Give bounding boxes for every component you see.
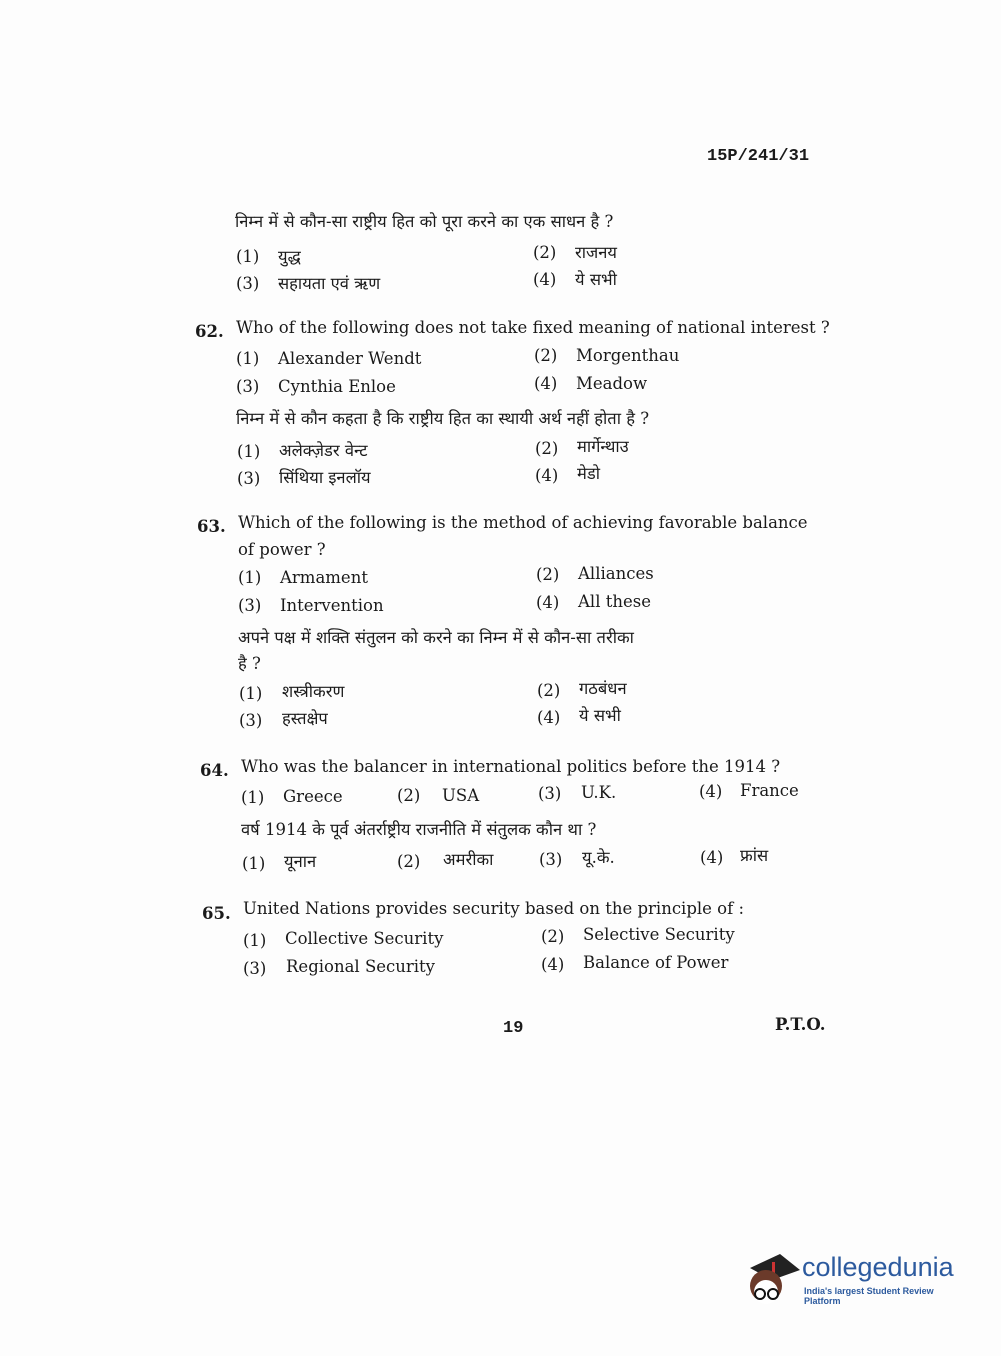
- option-label: (3): [236, 274, 260, 293]
- q63-hi-option-2: गठबंधन: [579, 679, 627, 698]
- paper-code: 15P/241/31: [707, 147, 810, 166]
- option-label: (1): [236, 349, 260, 368]
- option-label: (3): [236, 377, 260, 396]
- question-number: 63.: [197, 517, 226, 536]
- option-label: (3): [538, 784, 562, 803]
- option-label: (2): [541, 927, 565, 946]
- question-number: 64.: [200, 761, 229, 780]
- q61-hi-option-3: सहायता एवं ऋण: [278, 274, 381, 293]
- option-label: (4): [535, 466, 559, 485]
- brand-tagline: India's largest Student Review Platform: [804, 1286, 934, 1306]
- q62-hindi-text: निम्न में से कौन कहता है कि राष्ट्रीय हित का स्थायी अर्थ नहीं होता है ?: [236, 409, 650, 428]
- option-label: (4): [533, 270, 557, 289]
- collegedunia-watermark: [742, 1250, 972, 1312]
- question-number: 65.: [202, 904, 231, 923]
- q62-option-3: Cynthia Enloe: [278, 377, 396, 396]
- option-label: (1): [242, 854, 266, 873]
- option-label: (1): [236, 247, 260, 266]
- q64-option-2: USA: [442, 786, 480, 805]
- q63-text-line1: Which of the following is the method of achieving favorable balance: [238, 513, 808, 532]
- option-label: (3): [243, 959, 267, 978]
- q63-hi-option-3: हस्तक्षेप: [282, 709, 328, 728]
- mascot-logo-icon: [742, 1250, 800, 1312]
- option-label: (2): [534, 346, 558, 365]
- q61-hi-option-4: ये सभी: [575, 270, 617, 289]
- q64-hi-option-3: यू.के.: [582, 848, 615, 867]
- q65-text: United Nations provides security based on the principle of :: [243, 899, 745, 918]
- q63-hindi-line2: है ?: [238, 654, 261, 673]
- option-label: (3): [539, 850, 563, 869]
- q65-option-1: Collective Security: [285, 929, 444, 948]
- q63-hi-option-1: शस्त्रीकरण: [282, 682, 345, 701]
- q63-option-2: Alliances: [578, 564, 654, 583]
- q61-hi-option-1: युद्ध: [278, 247, 301, 266]
- page-number: 19: [503, 1019, 524, 1038]
- option-label: (4): [536, 593, 560, 612]
- q62-hi-option-3: सिंथिया इनलॉय: [279, 468, 371, 487]
- option-label: (1): [243, 931, 267, 950]
- q65-option-2: Selective Security: [583, 925, 735, 944]
- q64-option-3: U.K.: [581, 783, 617, 802]
- q63-hi-option-4: ये सभी: [579, 706, 621, 725]
- q64-text: Who was the balancer in international politics before the 1914 ?: [241, 757, 781, 776]
- brand-name: collegedunia: [802, 1252, 954, 1282]
- option-label: (4): [700, 848, 724, 867]
- question-number: 62.: [195, 322, 224, 341]
- q63-hindi-line1: अपने पक्ष में शक्ति संतुलन को करने का निम्न में से कौन-सा तरीका: [238, 628, 634, 647]
- q62-option-2: Morgenthau: [576, 346, 680, 365]
- option-label: (1): [241, 788, 265, 807]
- q64-option-4: France: [740, 781, 799, 800]
- option-label: (1): [237, 442, 261, 461]
- q62-hi-option-2: मार्गेन्थाउ: [577, 437, 629, 456]
- q64-option-1: Greece: [283, 787, 343, 806]
- q62-hi-option-1: अलेक्ज़ेडर वेन्ट: [279, 441, 368, 460]
- q65-option-3: Regional Security: [286, 957, 435, 976]
- q62-text: Who of the following does not take fixed meaning of national interest ?: [236, 318, 830, 337]
- option-label: (4): [699, 782, 723, 801]
- q64-hindi-text: वर्ष 1914 के पूर्व अंतर्राष्ट्रीय राजनीति में संतुलक कौन था ?: [241, 820, 597, 839]
- q62-option-4: Meadow: [576, 374, 648, 393]
- q61-hi-option-2: राजनय: [575, 243, 617, 262]
- q64-hi-option-4: फ्रांस: [740, 846, 769, 865]
- option-label: (4): [541, 955, 565, 974]
- q62-option-1: Alexander Wendt: [278, 349, 422, 368]
- q65-option-4: Balance of Power: [583, 953, 729, 972]
- q64-hi-option-1: यूनान: [284, 852, 317, 871]
- pto-label: P.T.O.: [775, 1015, 826, 1034]
- option-label: (1): [238, 568, 262, 587]
- option-label: (2): [397, 786, 421, 805]
- option-label: (4): [537, 708, 561, 727]
- q63-option-3: Intervention: [280, 596, 384, 615]
- option-label: (2): [397, 852, 421, 871]
- q63-option-4: All these: [578, 592, 651, 611]
- option-label: (4): [534, 374, 558, 393]
- option-label: (2): [537, 681, 561, 700]
- option-label: (1): [239, 684, 263, 703]
- option-label: (3): [239, 711, 263, 730]
- option-label: (2): [535, 439, 559, 458]
- q63-option-1: Armament: [280, 568, 368, 587]
- option-label: (2): [533, 243, 557, 262]
- option-label: (3): [237, 469, 261, 488]
- q62-hi-option-4: मेडो: [577, 464, 600, 483]
- q63-text-line2: of power ?: [238, 540, 326, 559]
- q64-hi-option-2: अमरीका: [443, 850, 494, 869]
- q61-hindi-text: निम्न में से कौन-सा राष्ट्रीय हित को पूरा करने का एक साधन है ?: [235, 212, 614, 231]
- option-label: (2): [536, 565, 560, 584]
- option-label: (3): [238, 596, 262, 615]
